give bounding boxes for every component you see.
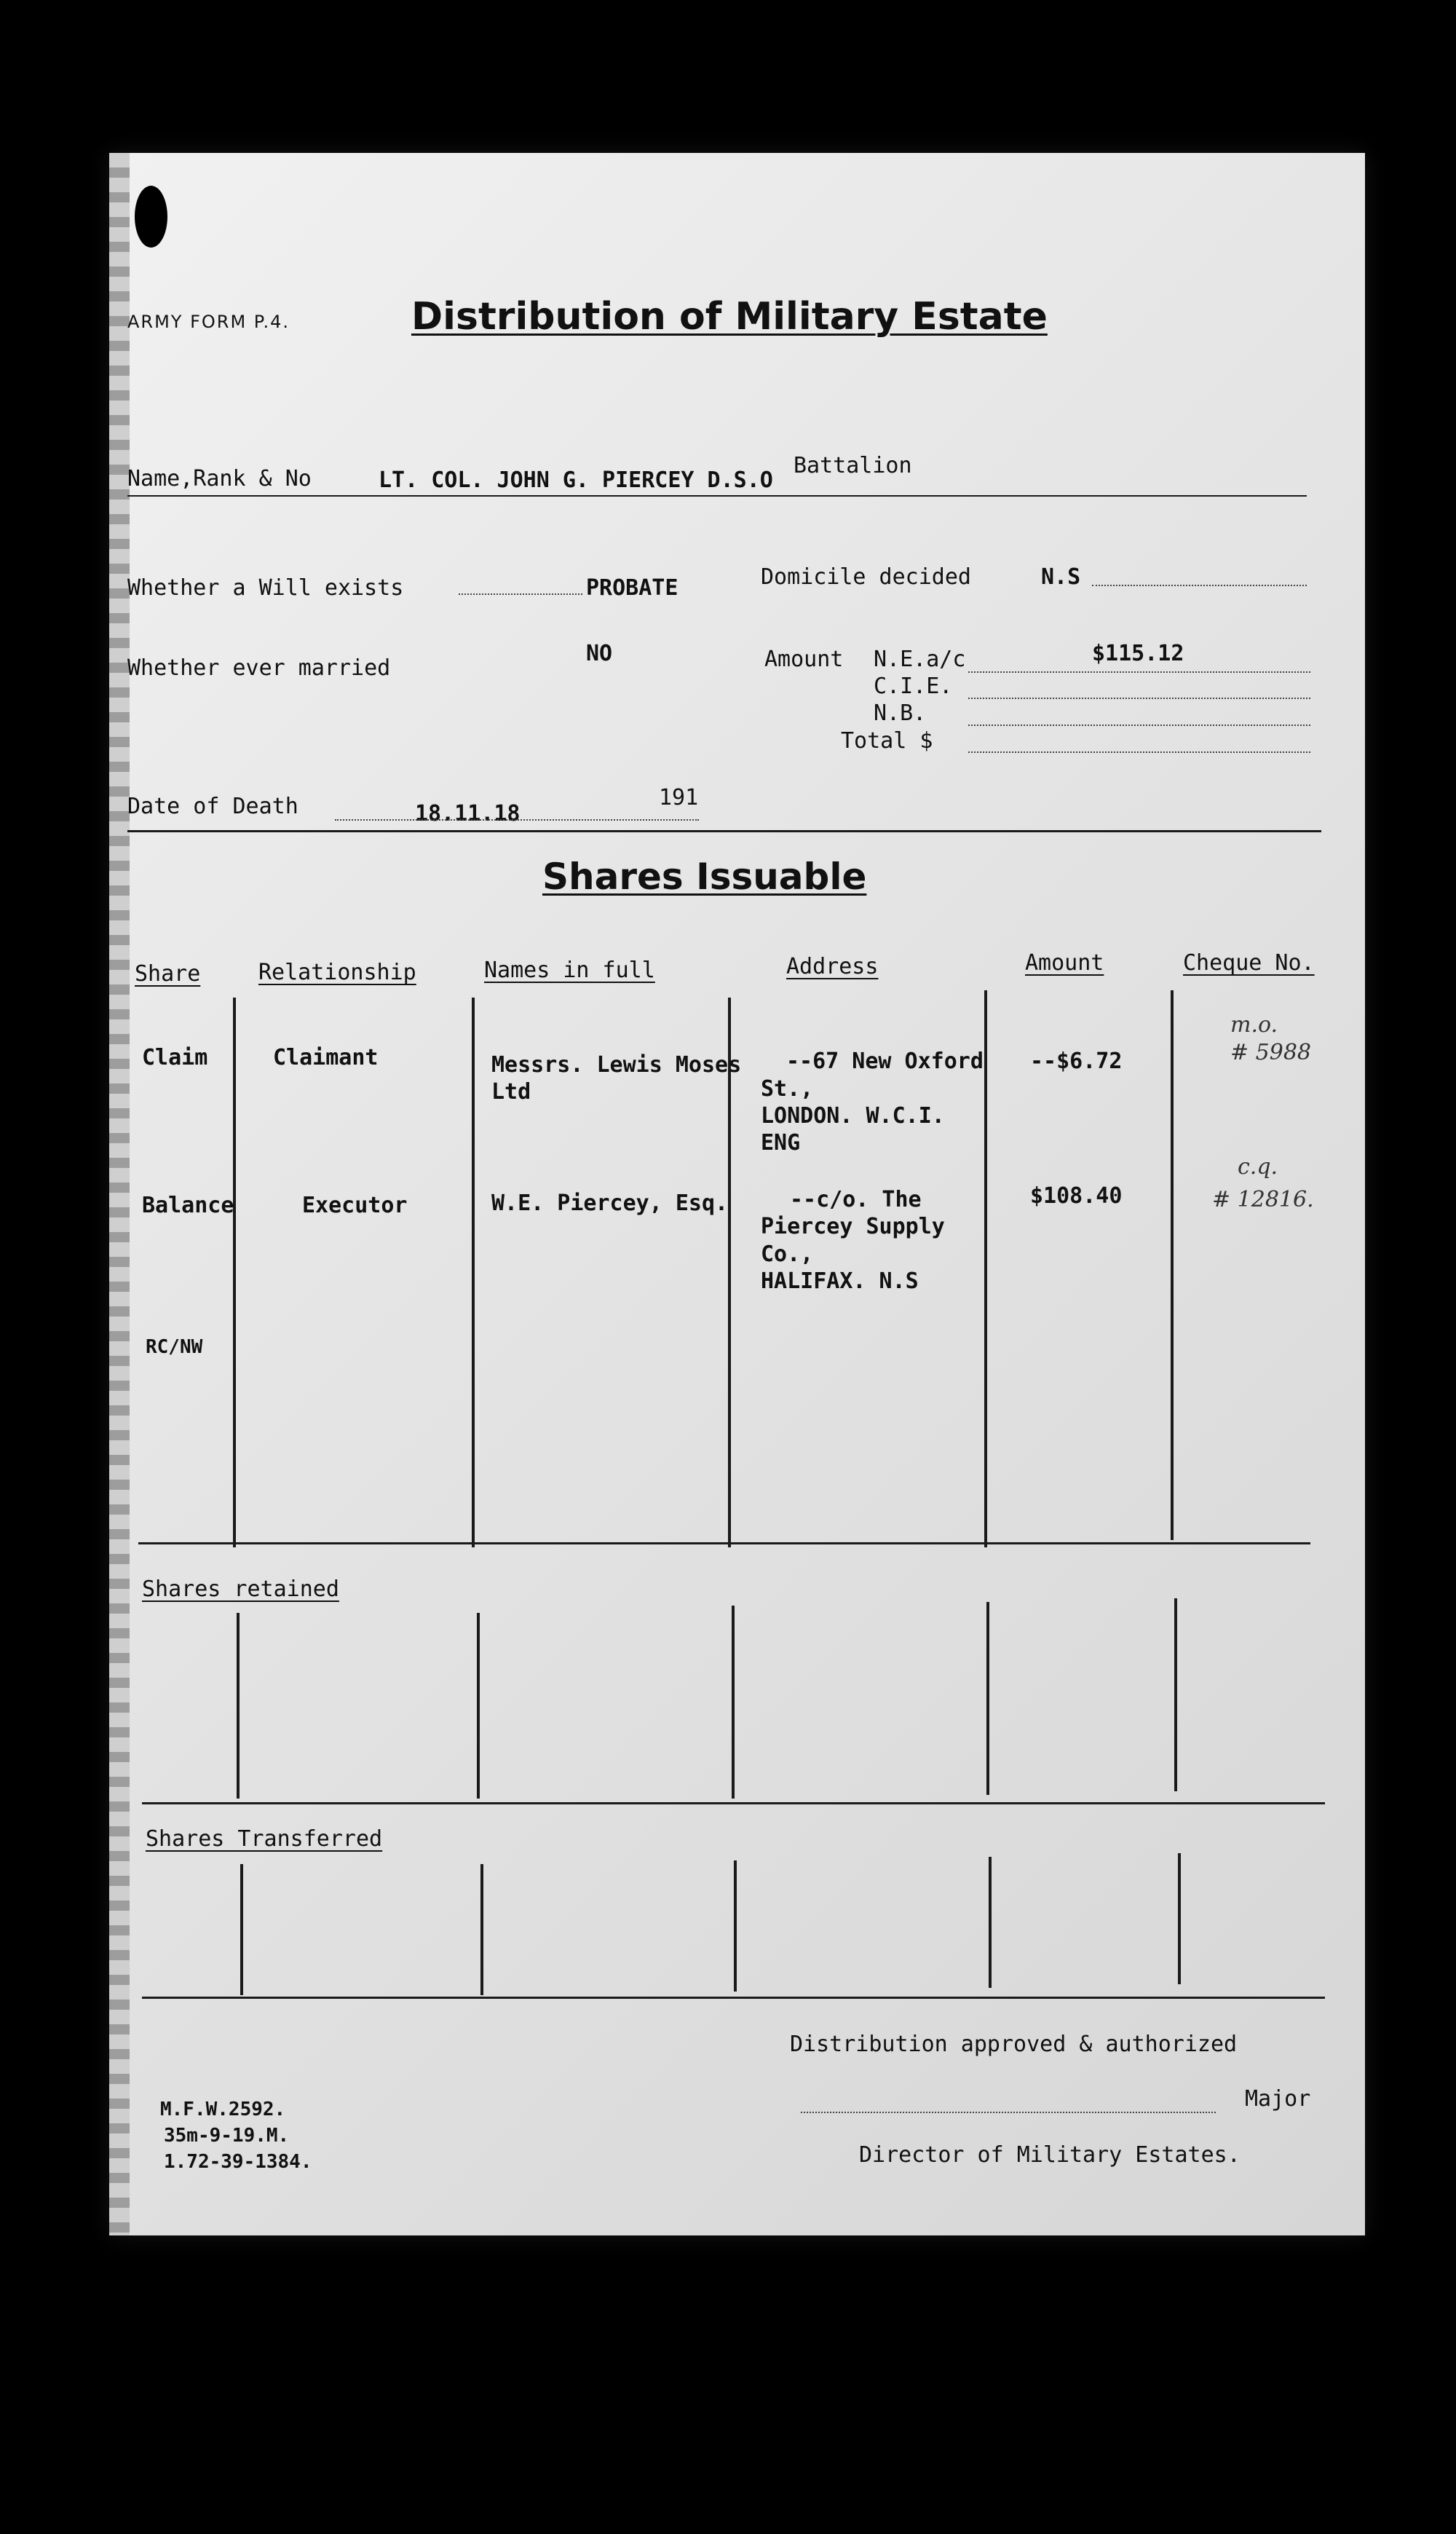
signature-dots: [801, 2112, 1216, 2113]
will-value: PROBATE: [586, 575, 678, 601]
retained-divider-3: [732, 1606, 735, 1799]
form-code-3: 1.72-39-1384.: [164, 2151, 312, 2173]
row1-cheque-2: # 5988: [1230, 1040, 1312, 1065]
document-sheet: [109, 153, 1365, 2235]
will-label: Whether a Will exists: [127, 575, 404, 601]
row2-cheque-1: c.q.: [1238, 1154, 1278, 1180]
amount-dots-3: [968, 725, 1310, 726]
col-divider-5: [1171, 990, 1174, 1540]
amount-dots-1: [968, 671, 1310, 673]
approval-rank: Major: [1245, 2086, 1311, 2112]
transferred-divider-2: [480, 1864, 483, 1995]
section-rule-3: [142, 1802, 1325, 1804]
amount-dots-4: [968, 751, 1310, 753]
col-names: Names in full: [484, 958, 655, 983]
col-relationship: Relationship: [258, 960, 416, 985]
row2-address-2: Piercey Supply: [761, 1214, 945, 1239]
row1-names-1: Messrs. Lewis Moses: [491, 1052, 742, 1078]
name-rank-value: LT. COL. JOHN G. PIERCEY D.S.O: [379, 467, 773, 493]
retained-divider-2: [477, 1613, 480, 1799]
row2-address-3: Co.,: [761, 1242, 814, 1267]
torn-left-edge: [109, 153, 130, 2235]
will-dots: [459, 593, 582, 595]
date-year-prefix: 191: [659, 785, 699, 810]
form-code-2: 35m-9-19.M.: [164, 2125, 290, 2147]
col-amount: Amount: [1025, 950, 1104, 976]
domicile-dots: [1092, 585, 1307, 586]
amount-label: Amount: [764, 647, 844, 672]
shares-transferred-label: Shares Transferred: [146, 1826, 383, 1852]
row3-share: RC/NW: [146, 1336, 203, 1358]
row2-address-4: HALIFAX. N.S: [761, 1268, 919, 1294]
amount-value: $115.12: [1092, 641, 1184, 666]
col-divider-2: [472, 998, 475, 1547]
row2-names: W.E. Piercey, Esq.: [491, 1191, 729, 1216]
amount-line-2: C.I.E.: [874, 674, 953, 699]
transferred-divider-3: [734, 1860, 737, 1992]
approval-text: Distribution approved & authorized: [790, 2032, 1238, 2057]
form-title: Distribution of Military Estate: [411, 295, 1048, 339]
row1-address-4: ENG: [761, 1130, 801, 1156]
date-of-death-value: 18.11.18: [415, 801, 521, 826]
transferred-divider-4: [989, 1857, 992, 1988]
row1-address-1: --67 New Oxford: [786, 1049, 984, 1074]
retained-divider-1: [237, 1613, 240, 1799]
row2-relationship: Executor: [302, 1193, 408, 1218]
approval-director: Director of Military Estates.: [859, 2142, 1241, 2168]
col-cheque: Cheque No.: [1183, 950, 1315, 976]
row2-address-1: --c/o. The: [790, 1187, 922, 1212]
date-of-death-label: Date of Death: [127, 794, 298, 819]
col-address: Address: [786, 954, 879, 979]
retained-divider-5: [1174, 1598, 1177, 1791]
battalion-label: Battalion: [794, 453, 912, 478]
domicile-value: N.S: [1041, 564, 1081, 590]
row1-amount: --$6.72: [1030, 1049, 1123, 1074]
section-rule-1: [127, 830, 1321, 832]
row2-amount: $108.40: [1030, 1183, 1123, 1209]
row1-names-2: Ltd: [491, 1079, 531, 1105]
row1-cheque-1: m.o.: [1230, 1012, 1278, 1038]
row1-address-3: LONDON. W.C.I.: [761, 1103, 945, 1129]
row2-cheque-2: # 12816.: [1212, 1187, 1314, 1212]
name-rank-label: Name,Rank & No: [127, 466, 312, 492]
name-rule: [127, 495, 1307, 497]
date-dots: [335, 819, 699, 821]
retained-divider-4: [986, 1602, 989, 1795]
section-rule-2: [138, 1542, 1310, 1544]
amount-total: Total $: [841, 728, 933, 754]
married-label: Whether ever married: [127, 655, 391, 681]
shares-retained-label: Shares retained: [142, 1576, 339, 1602]
form-id: ARMY FORM P.4.: [127, 312, 290, 332]
married-value: NO: [586, 641, 613, 666]
section-rule-4: [142, 1997, 1325, 1999]
col-divider-1: [233, 998, 236, 1547]
row1-relationship: Claimant: [273, 1045, 379, 1070]
form-code-1: M.F.W.2592.: [160, 2099, 286, 2120]
amount-dots-2: [968, 698, 1310, 699]
row1-share: Claim: [142, 1045, 208, 1070]
transferred-divider-5: [1178, 1853, 1181, 1984]
shares-issuable-title: Shares Issuable: [542, 856, 867, 898]
row2-share: Balance: [142, 1193, 234, 1218]
transferred-divider-1: [240, 1864, 243, 1995]
col-divider-3: [728, 998, 731, 1547]
amount-line-3: N.B.: [874, 700, 927, 726]
amount-line-1: N.E.a/c: [874, 647, 966, 672]
col-divider-4: [984, 990, 987, 1547]
col-share: Share: [135, 961, 201, 987]
ink-blot: [135, 186, 167, 248]
domicile-label: Domicile decided: [761, 564, 971, 590]
row1-address-2: St.,: [761, 1076, 814, 1102]
